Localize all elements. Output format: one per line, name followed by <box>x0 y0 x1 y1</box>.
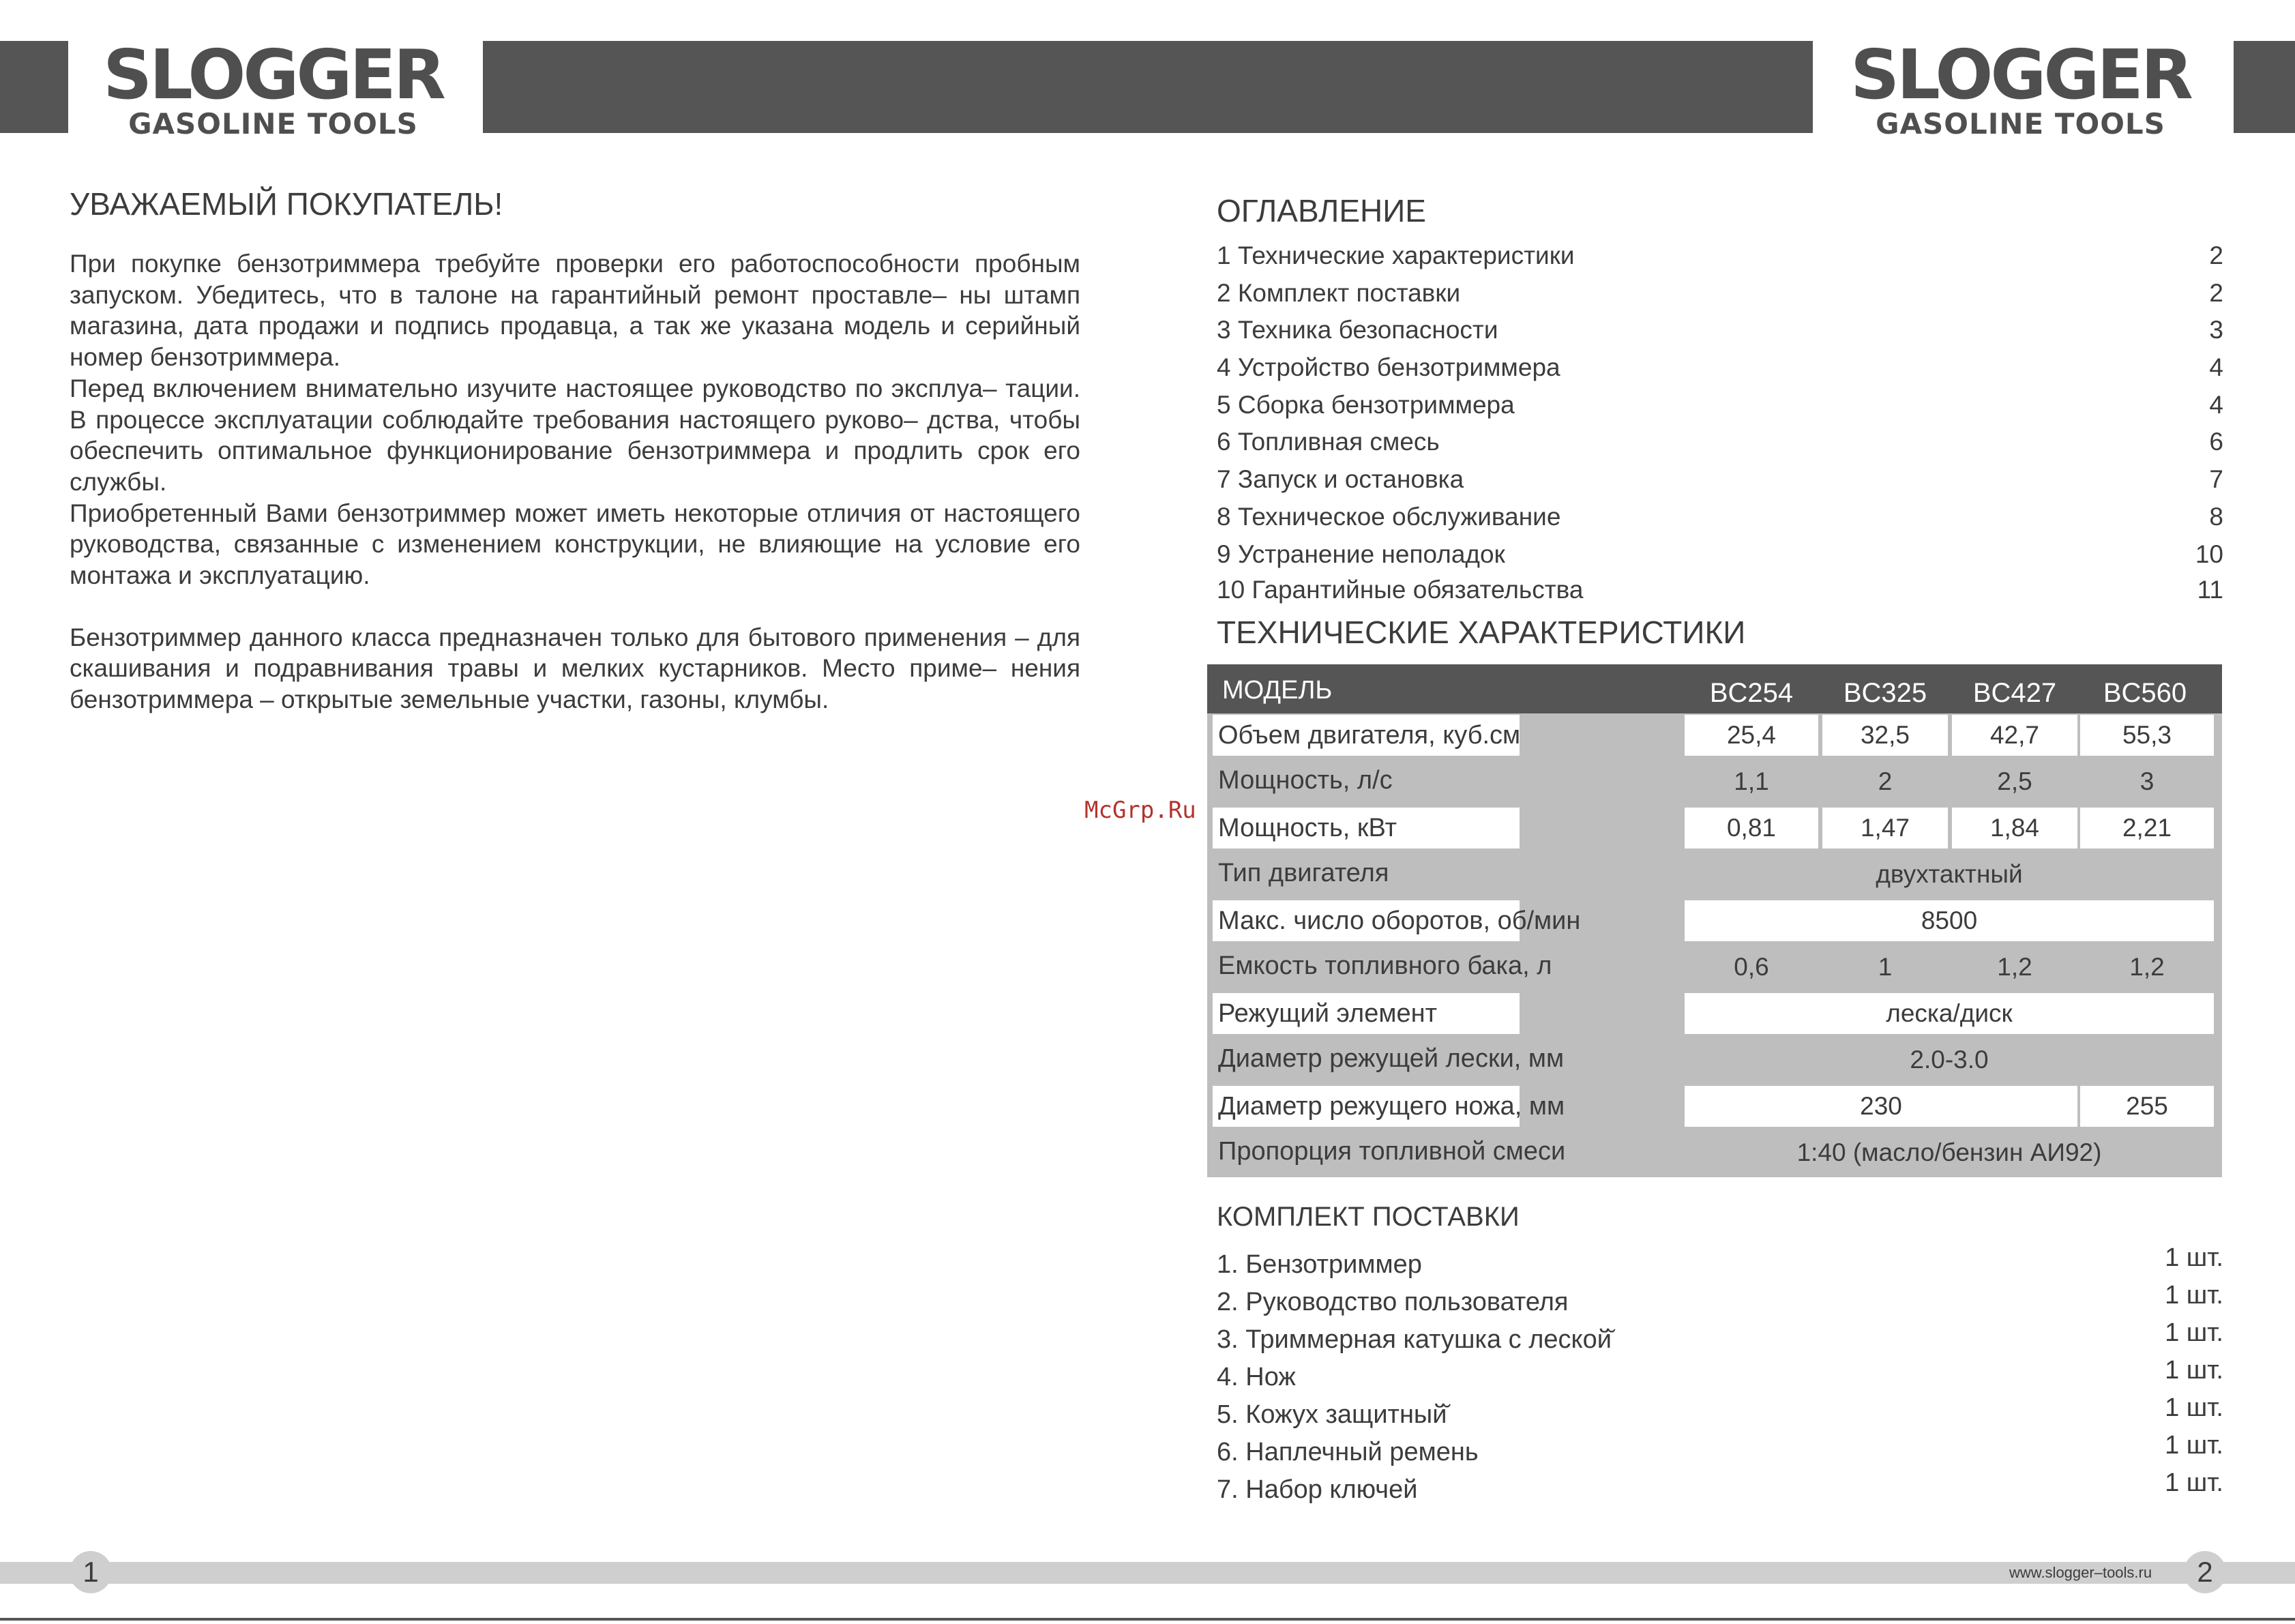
row-value: 25,4 <box>1685 715 1818 756</box>
logo-name: SLOGGER <box>103 35 443 115</box>
footer-bar <box>0 1562 2295 1584</box>
toc-item-page: 11 <box>2197 576 2223 604</box>
table-row <box>1207 990 2222 1037</box>
table-row <box>1207 758 2222 805</box>
toc-item-label: 4 Устройство бензотриммера <box>1217 353 1560 381</box>
table-row <box>1207 851 2222 898</box>
kit-item <box>1217 1318 2223 1359</box>
kit-item-qty: 1 шт. <box>2165 1356 2223 1385</box>
toc-item-label: 2 Комплект поставки <box>1217 279 1461 307</box>
toc-item-page: 8 <box>2209 503 2223 531</box>
kit-item <box>1217 1431 2223 1471</box>
row-value: двухтактный <box>1876 860 2023 888</box>
toc-item-page: 3 <box>2209 316 2223 344</box>
row-value: 0,81 <box>1685 808 1818 848</box>
kit-item <box>1217 1393 2223 1434</box>
row-value: 1,2 <box>2129 953 2165 981</box>
toc-item[interactable] <box>1217 499 2223 535</box>
logo-right <box>1818 35 2223 141</box>
kit-title: КОМПЛЕКТ ПОСТАВКИ <box>1217 1202 1520 1232</box>
row-label: Емкость топливного бака, л <box>1218 951 1552 980</box>
kit-item-label: 3. Триммерная катушка с леской̆ <box>1217 1325 1612 1354</box>
toc-item-page: 2 <box>2209 241 2223 269</box>
toc-item-label: 8 Техническое обслуживание <box>1217 503 1561 531</box>
logo-tagline: GASOLINE TOOLS <box>128 107 418 141</box>
table-row <box>1207 712 2222 758</box>
toc-item-label: 9 Устранение неполадок <box>1217 540 1505 568</box>
row-value: 230 <box>1685 1086 2077 1127</box>
watermark: McGrp.Ru <box>1084 797 1196 824</box>
toc-item[interactable] <box>1217 237 2223 274</box>
page-number-right: 2 <box>2184 1551 2226 1593</box>
kit-item <box>1217 1243 2223 1284</box>
table-row <box>1207 805 2222 851</box>
toc-item-label: 10 Гарантийные обязательства <box>1217 576 1584 604</box>
row-label: Диаметр режущего ножа, мм <box>1218 1092 1565 1121</box>
toc-item[interactable] <box>1217 349 2223 386</box>
row-value: 1,1 <box>1734 767 1769 795</box>
row-value: 1:40 (масло/бензин АИ92) <box>1796 1138 2102 1166</box>
logo-name: SLOGGER <box>1850 35 2191 115</box>
paragraph: Приобретенный Вами бензотриммер может иметь некоторые отличия от настоящего руководства, связанные с изменением конструкции, не влияющие на условие его монтажа и эксплуатацию. <box>70 499 1080 590</box>
toc-title: ОГЛАВЛЕНИЕ <box>1217 193 1426 228</box>
kit-item-label: 4. Нож <box>1217 1363 1296 1391</box>
toc-item[interactable] <box>1217 312 2223 349</box>
row-value: 42,7 <box>1952 715 2077 756</box>
row-value: 1,84 <box>1952 808 2077 848</box>
header-model: BC325 <box>1843 678 1927 708</box>
toc-item-page: 4 <box>2209 391 2223 419</box>
kit-item <box>1217 1468 2223 1509</box>
kit-item-label: 2. Руководство пользователя <box>1217 1288 1569 1316</box>
row-value: 32,5 <box>1822 715 1948 756</box>
row-label: Мощность, кВт <box>1218 814 1397 842</box>
toc-item[interactable] <box>1217 461 2223 498</box>
toc-item[interactable] <box>1217 572 2223 608</box>
logo-left <box>74 35 473 141</box>
header-model: BC427 <box>1972 678 2057 708</box>
toc-item-label: 5 Сборка бензотриммера <box>1217 391 1515 419</box>
row-value: 255 <box>2080 1086 2214 1127</box>
logo-tagline: GASOLINE TOOLS <box>1876 107 2165 141</box>
row-value: 55,3 <box>2080 715 2214 756</box>
specs-title: ТЕХНИЧЕСКИЕ ХАРАКТЕРИСТИКИ <box>1217 615 1746 650</box>
header-model: BC254 <box>1709 678 1794 708</box>
paragraph: Бензотриммер данного класса предназначен только для бытового применения – для скашивания и подравнивания травы и мелких кустарников. Место приме– нения бензотриммера – открытые земельные участки, газоны, клумбы. <box>70 623 1080 714</box>
row-value: 1,2 <box>1997 953 2032 981</box>
row-label: Режущий элемент <box>1218 999 1438 1028</box>
table-row <box>1207 1083 2222 1130</box>
toc-item-page: 6 <box>2209 428 2223 456</box>
kit-item-label: 6. Наплечный ремень <box>1217 1438 1479 1466</box>
kit-item-qty: 1 шт. <box>2165 1243 2223 1272</box>
row-value: 8500 <box>1685 900 2214 941</box>
row-label: Диаметр режущей лески, мм <box>1218 1044 1565 1073</box>
kit-item-qty: 1 шт. <box>2165 1281 2223 1310</box>
row-value: 3 <box>2139 767 2155 795</box>
header-label: МОДЕЛЬ <box>1222 676 1333 705</box>
intro-text <box>70 248 1080 715</box>
kit-item-qty: 1 шт. <box>2165 1431 2223 1460</box>
table-row <box>1207 1130 2222 1176</box>
toc-item[interactable] <box>1217 424 2223 460</box>
kit-item <box>1217 1281 2223 1321</box>
toc-item-label: 7 Запуск и остановка <box>1217 465 1464 493</box>
toc-item[interactable] <box>1217 536 2223 573</box>
kit-item-qty: 1 шт. <box>2165 1468 2223 1497</box>
header-bar-left-edge <box>0 41 68 133</box>
row-value: 2,5 <box>1997 767 2032 795</box>
paragraph: При покупке бензотриммера требуйте проверки его работоспособности пробным запуском. Убедитесь, что в талоне на гарантийный ремонт проставле– ны штамп магазина, дата продажи и подпись продавца, а так же указана модель и серийный номер бензотриммера. <box>70 250 1080 372</box>
toc-item-page: 10 <box>2195 540 2223 568</box>
row-label: Мощность, л/с <box>1218 766 1393 795</box>
footer-url[interactable]: www.slogger–tools.ru <box>2009 1564 2152 1581</box>
kit-item-qty: 1 шт. <box>2165 1393 2223 1422</box>
toc-item-label: 6 Топливная смесь <box>1217 428 1440 456</box>
toc-item-label: 1 Технические характеристики <box>1217 241 1575 269</box>
greeting-title: УВАЖАЕМЫЙ ПОКУПАТЕЛЬ! <box>70 186 503 222</box>
kit-item-label: 7. Набор ключей <box>1217 1475 1418 1504</box>
row-value: 0,6 <box>1734 953 1769 981</box>
row-value: леска/диск <box>1685 993 2214 1034</box>
kit-item-qty: 1 шт. <box>2165 1318 2223 1347</box>
paragraph: Перед включением внимательно изучите настоящее руководство по эксплуа– тации. В процессе эксплуатации соблюдайте требования настоящего руково– дства, чтобы обеспечить оптимальное функционирование бензотриммера и продлить срок его службы. <box>70 374 1080 496</box>
table-row <box>1207 1037 2222 1083</box>
toc-item-page: 2 <box>2209 279 2223 307</box>
page-number-left: 1 <box>70 1551 112 1593</box>
row-value: 2,21 <box>2080 808 2214 848</box>
row-value: 1 <box>1878 953 1893 981</box>
row-value: 1,47 <box>1822 808 1948 848</box>
bottom-rule <box>0 1618 2295 1621</box>
kit-item-label: 1. Бензотриммер <box>1217 1250 1422 1279</box>
toc-item-label: 3 Техника безопасности <box>1217 316 1498 344</box>
row-label: Пропорция топливной смеси <box>1218 1137 1566 1166</box>
kit-item-label: 5. Кожух защитный̆ <box>1217 1400 1447 1429</box>
row-label: Объем двигателя, куб.см <box>1218 721 1521 750</box>
toc-item[interactable] <box>1217 387 2223 424</box>
header-model: BC560 <box>2103 678 2187 708</box>
toc-item-page: 4 <box>2209 353 2223 381</box>
row-label: Макс. число оборотов, об/мин <box>1218 906 1581 935</box>
header-bar-right-edge <box>2234 41 2295 133</box>
kit-item <box>1217 1356 2223 1396</box>
row-label: Тип двигателя <box>1218 859 1389 887</box>
table-row <box>1207 944 2222 990</box>
table-row <box>1207 898 2222 944</box>
toc-item-page: 7 <box>2209 465 2223 493</box>
header-bar-center <box>483 41 1813 133</box>
table-header-row <box>1207 664 2222 713</box>
row-value: 2.0-3.0 <box>1910 1046 1989 1074</box>
specs-table <box>1207 664 2222 1177</box>
row-value: 2 <box>1878 767 1893 795</box>
toc-item[interactable] <box>1217 275 2223 312</box>
